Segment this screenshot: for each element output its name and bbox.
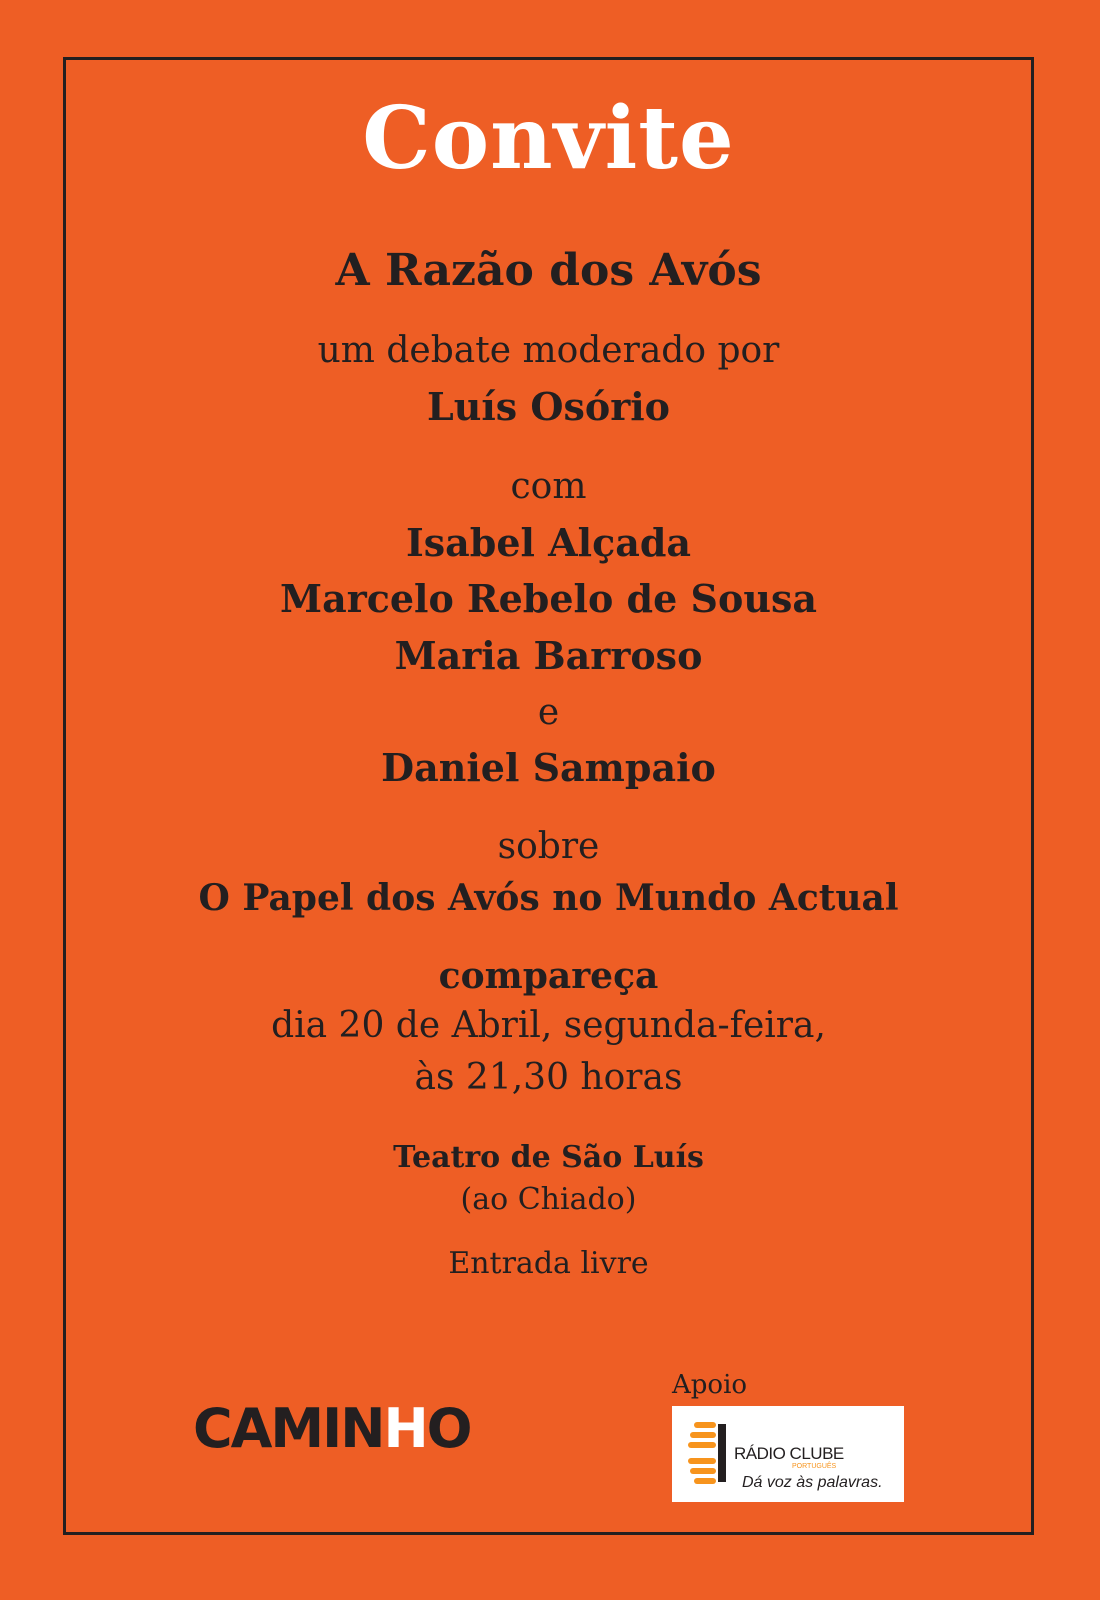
event-time: às 21,30 horas [414,1057,683,1098]
invitation-title: Convite [362,88,735,189]
venue-name: Teatro de São Luís [393,1140,704,1175]
attend-word: compareça [438,955,659,997]
publisher-logo-text: CAMIN [193,1397,384,1460]
publisher-logo [193,1397,471,1460]
sponsor-subtitle: PORTUGUÊS [792,1463,837,1470]
with-word: com [510,466,587,507]
panelist-name: Marcelo Rebelo de Sousa [280,576,817,621]
event-title: A Razão dos Avós [335,245,762,296]
venue-detail: (ao Chiado) [460,1182,637,1217]
entry-note: Entrada livre [448,1246,649,1281]
panelist-name: Maria Barroso [394,633,703,678]
sponsor-name: RÁDIO CLUBE [734,1444,844,1463]
panelist-name: Daniel Sampaio [381,745,716,790]
sponsor-tagline: Dá voz às palavras. [742,1474,883,1491]
moderated-intro: um debate moderado por [317,330,780,371]
publisher-logo-highlight: H [383,1397,427,1460]
about-word: sobre [497,826,600,867]
support-label: Apoio [672,1370,748,1400]
panelist-name: Isabel Alçada [405,520,692,565]
and-word: e [537,692,560,733]
debate-topic: O Papel dos Avós no Mundo Actual [198,877,899,919]
moderator-name: Luís Osório [426,384,671,429]
sponsor-logo [672,1406,904,1502]
publisher-logo-text: O [426,1397,471,1460]
radio-waves-icon [686,1420,730,1486]
event-date: dia 20 de Abril, segunda-feira, [271,1005,826,1046]
